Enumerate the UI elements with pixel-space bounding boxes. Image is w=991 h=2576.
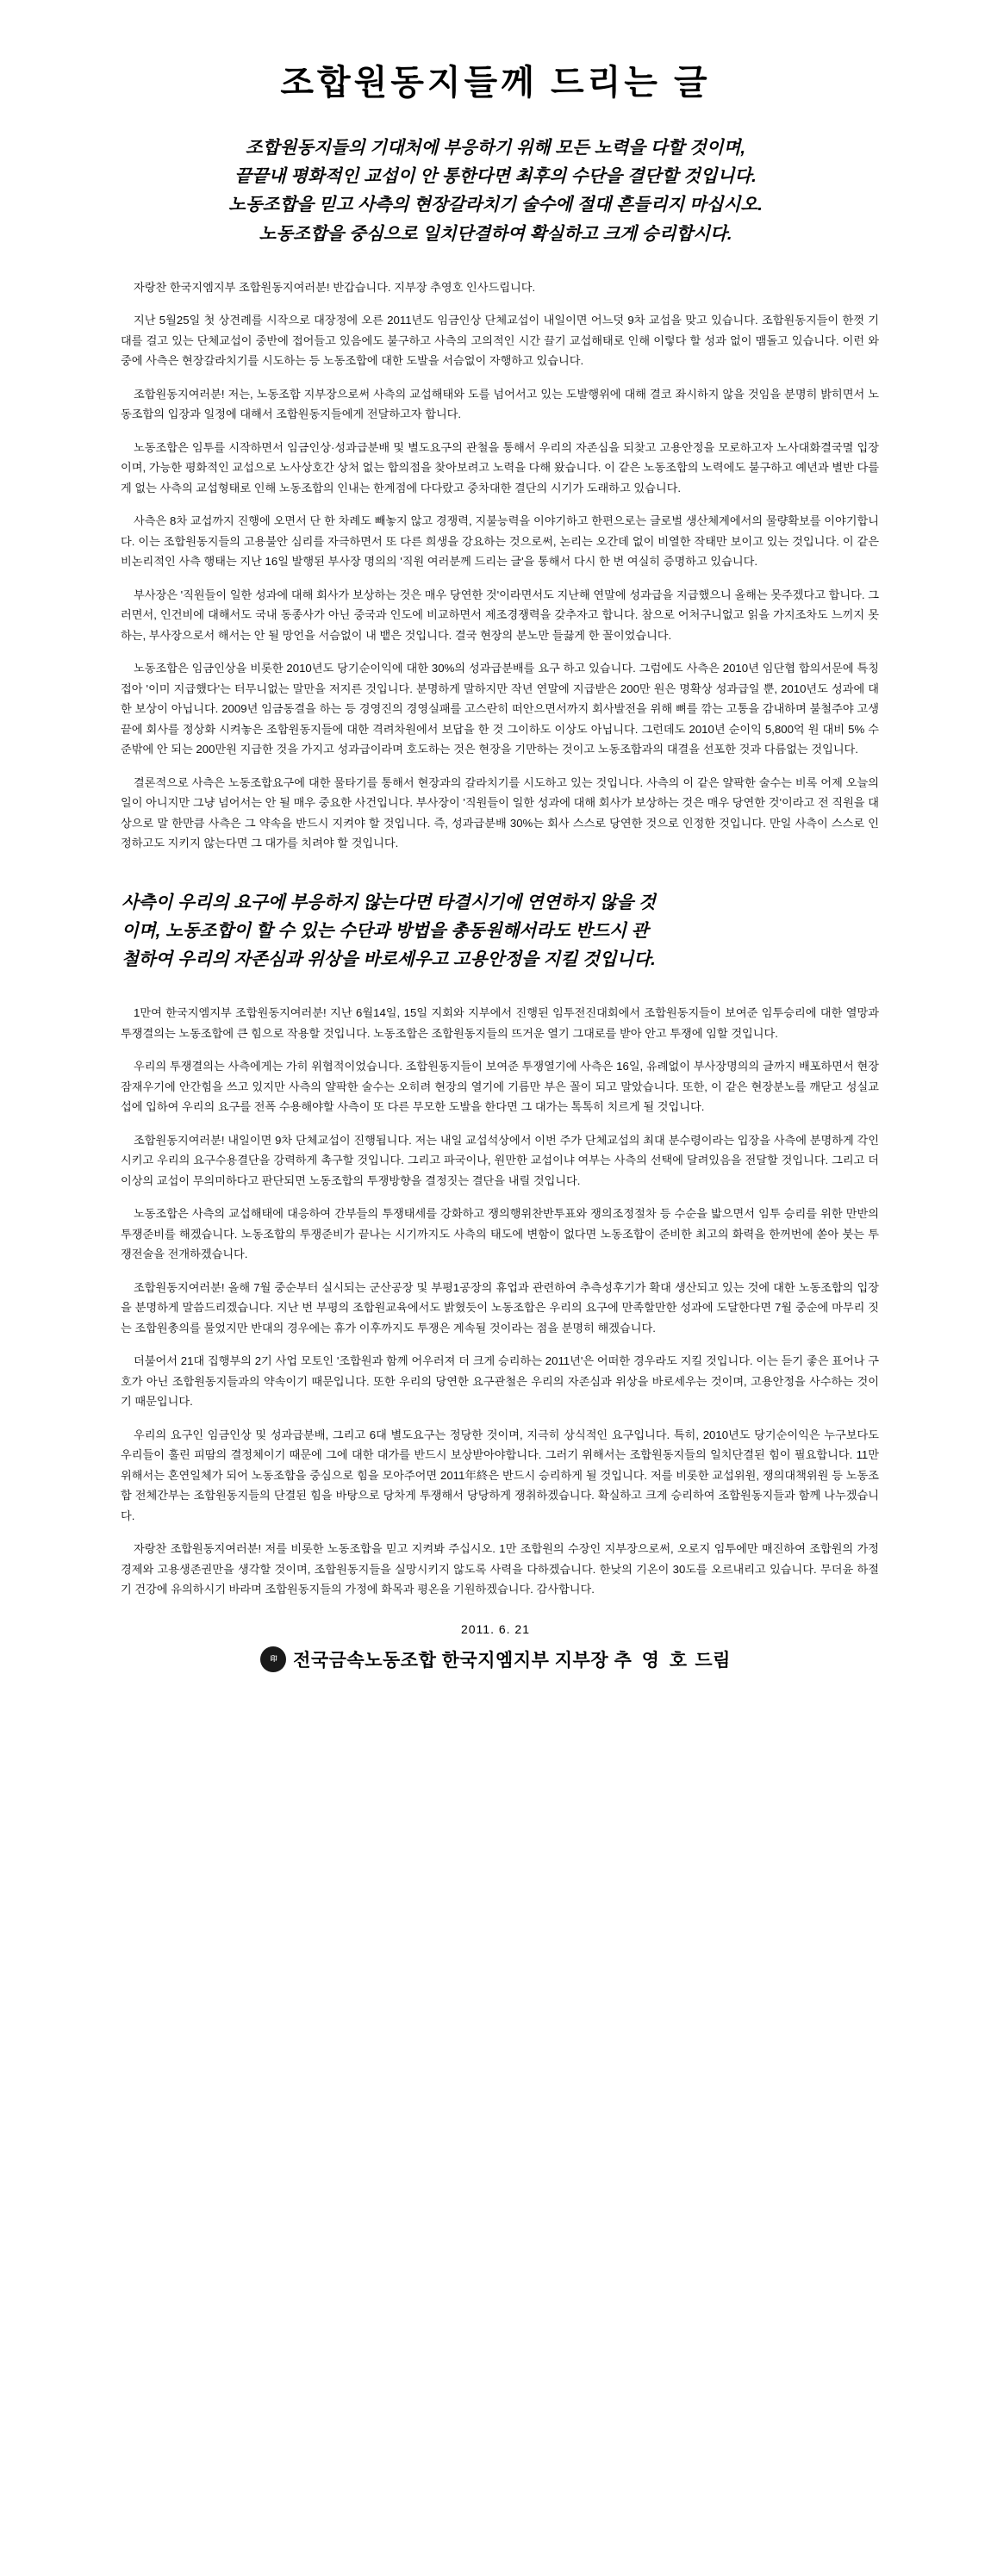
lead-statement: [138, 134, 853, 248]
paragraph: 더불어서 21대 집행부의 2기 사업 모토인 '조합원과 함께 어우러져 더 크게 승리하는 2011년'은 어떠한 경우라도 지킬 것입니다. 이는 듣기 좋은 표어나 구호가 아닌 조합원동지들과의 약속이기 때문입니다. 또한 우리의 당연한 요구관철은 우리의 자존심과 위상을 바로세우는 것이며, 고용안정을 사수하는 것이기 때문입니다.: [121, 1354, 879, 1409]
paragraph: 자랑찬 조합원동지여러분! 저를 비롯한 노동조합을 믿고 지켜봐 주십시오. 1만 조합원의 수장인 지부장으로써, 오로지 임투에만 매진하여 조합원의 가정경제와 고용생존권만을 생각할 것이며, 조합원동지들을 실망시키지 않도록 사력을 다하겠습니다. 한낮의 기온이 30도를 오르내리고 있습니다. 무더윤 하절기 건강에 유의하시기 바라며 조합원동지들의 가정에 화목과 평온을 기원하겠습니다. 감사합니다.: [121, 1542, 879, 1596]
signature-block: [47, 1646, 944, 1688]
paragraph: 노동조합은 임금인상을 비롯한 2010년도 당기순이익에 대한 30%의 성과급분배를 요구 하고 있습니다. 그럼에도 사측은 2010년 임단협 합의서문에 특칭 접아 '이미 지급했다'는 터무니없는 말만을 저지른 것입니다. 분명하게 말하지만 작년 연말에 지급받은 200만 원은 명확상 성과급일 뿐, 2010년도 성과에 대한 보상이 아닙니다. 2009년 임금동결을 하는 등 경영진의 경영실패를 고스란히 떠안으면서까지 회사발전을 위해 뼈를 깎는 고통을 감내하며 불철주야 고생 끝에 회사를 정상화 시켜놓은 조합원동지들에 대한 격려차원에서 보답을 한 것 그이하도 이상도 아닙니다. 그런데도 2010년 순이익 5,800억 원 대비 5% 수준밖에 안 되는 200만원 지급한 것을 가지고 성과급이라며 호도하는 것은 현장을 기만하는 것이고 노동조합과의 대결을 선포한 것과 다름없는 것입니다.: [121, 662, 879, 756]
body-section-top: [112, 277, 879, 854]
mid-line: 철하여 우리의 자존심과 위상을 바로세우고 고용안정을 지킬 것입니다.: [122, 949, 656, 970]
paragraph: 노동조합은 임투를 시작하면서 임금인상·성과급분배 및 별도요구의 관철을 통해서 우리의 자존심을 되찾고 고용안정을 모로하고자 노사대화결국멸 입장이며, 가능한 평화적인 교섭으로 노사상호간 상처 없는 합의점을 찾아보려고 노력을 다해 왔습니다. 이 같은 노동조합의 노력에도 불구하고 예년과 별반 다를 게 없는 사측의 교섭형태로 인해 노동조합의 인내는 한계점에 다다랐고 중차대한 결단의 시기가 도래하고 있습니다.: [121, 440, 879, 495]
lead-line: 노동조합을 믿고 사측의 현장갈라치기 술수에 절대 흔들리지 마십시오.: [228, 195, 763, 215]
seal-stamp-icon: 印: [260, 1646, 286, 1672]
paragraph: 사측은 8차 교섭까지 진행에 오면서 단 한 차례도 빼놓지 않고 경쟁력, 지불능력을 이야기하고 한편으로는 글로벌 생산체계에서의 물량확보를 이야기합니다. 이는 조합원동지들의 고용불안 심리를 자극하면서 또 다른 희생을 강요하는 것으로써, 논리는 오간데 없이 비열한 작태만 보이고 있는 것입니다. 이 같은 비논리적인 사측 행태는 지난 16일 발행된 부사장 명의의 '직원 여러분께 드리는 글'을 통해서 다시 한 번 여실히 증명하고 있습니다.: [121, 514, 879, 569]
paragraph: 노동조합은 사측의 교섭해태에 대응하여 간부들의 투쟁태세를 강화하고 쟁의행위찬반투표와 쟁의조정절차 등 수순을 밟으면서 임투 승리를 위한 만반의 투쟁준비를 해겠습니다. 노동조합의 투쟁준비가 끝나는 시기까지도 사측의 태도에 변함이 없다면 노동조합이 준비한 최고의 화력을 한꺼번에 쏟아 붓는 투쟁전술을 전개하겠습니다.: [121, 1207, 879, 1261]
paragraph: 조합원동지여러분! 저는, 노동조합 지부장으로써 사측의 교섭해태와 도를 넘어서고 있는 도발행위에 대해 결코 좌시하지 않을 것임을 분명히 밝히면서 노동조합의 입장과 일정에 대해서 조합원동지들에게 전달하고자 합니다.: [121, 387, 879, 421]
paragraph: 지난 5월25일 첫 상견례를 시작으로 대장정에 오른 2011년도 임금인상 단체교섭이 내일이면 어느덧 9차 교섭을 맞고 있습니다. 조합원동지들이 한껏 기대를 걸고 있는 단체교섭이 중반에 접어들고 있음에도 불구하고 사측의 고의적인 시간 끌기 교섭해태로 인해 이렇다 할 성과 없이 맴돌고 있습니다. 이런 와중에 사측은 현장갈라치기를 시도하는 등 노동조합에 대한 도발을 서슴없이 자행하고 있습니다.: [121, 314, 879, 368]
signature-suffix: 드림: [695, 1650, 731, 1671]
paragraph: 1만여 한국지엠지부 조합원동지여러분! 지난 6월14일, 15일 지회와 지부에서 진행된 임투전진대회에서 조합원동지들이 보여준 임투승리에 대한 열망과 투쟁결의는 노동조합에 큰 힘으로 작용할 것입니다. 노동조합은 조합원동지들의 뜨거운 열기 그대로를 받아 안고 투쟁에 임할 것입니다.: [121, 1006, 879, 1040]
page-title: 조합원동지들께 드리는 글: [280, 64, 711, 102]
signature-name: 추 영 호: [614, 1650, 689, 1671]
paragraph: 우리의 요구인 임금인상 및 성과급분배, 그리고 6대 별도요구는 정당한 것이며, 지극히 상식적인 요구입니다. 특히, 2010년도 당기순이익은 누구보다도 우리들이 훌린 피땀의 결정체이기 때문에 그에 대한 대가를 반드시 보상받아야합니다. 그러기 위해서는 조합원동지들의 일치단결된 힘이 필요합니다. 11만 위해서는 혼연일체가 되어 노동조합을 중심으로 힘을 모아주어면 2011年終은 반드시 승리하게 될 것입니다. 저를 비롯한 교섭위원, 쟁의대책위원 등 노동조합 전체간부는 조합원동지들의 단결된 힘을 바탕으로 당차게 투쟁해서 당당하게 쟁취하겠습니다. 확실하고 크게 승리하여 조합원동지들과 함께 나누겠습니다.: [121, 1428, 879, 1522]
paragraph: 부사장은 '직원들이 일한 성과에 대해 회사가 보상하는 것은 매우 당연한 것'이라면서도 지난해 연말에 성과급을 지급했으니 올해는 못주겠다고 합니다. 그러면서, 인건비에 대해서도 국내 동종사가 아닌 중국과 인도에 비교하면서 제조경쟁력을 갖추자고 합니다. 참으로 어처구니없고 읽을 가지조차도 느끼지 못하는, 부사장으로서 해서는 안 될 망언을 서슴없이 내 뱉은 것입니다. 결국 현장의 분노만 들끓게 한 꼴이었습니다.: [121, 588, 879, 642]
paragraph: 조합원동지여러분! 올해 7월 중순부터 실시되는 군산공장 및 부평1공장의 휴업과 관련하여 추측성후기가 확대 생산되고 있는 것에 대한 노동조합의 입장을 분명하게 말씀드리겠습니다. 지난 번 부평의 조합원교육에서도 밝혔듯이 노동조합은 우리의 요구에 만족할만한 성과에 도달한다면 7월 중순에 마무리 짓는 조합원총의를 물었지만 반대의 경우에는 휴가 이후까지도 투쟁은 계속될 것이라는 점을 분명히 해겠습니다.: [121, 1280, 879, 1335]
paragraph: 자랑찬 한국지엠지부 조합원동지여러분! 반갑습니다. 지부장 추영호 인사드립니다.: [134, 280, 536, 294]
mid-line: 이며, 노동조합이 할 수 있는 수단과 방법을 총동원해서라도 반드시 관: [122, 921, 649, 942]
body-section-bottom: [112, 1003, 879, 1600]
signature-text: [293, 1646, 731, 1672]
lead-line: 조합원동지들의 기대처에 부응하기 위해 모든 노력을 다할 것이며,: [245, 138, 746, 158]
document-body: [47, 55, 944, 1688]
signature-org: 전국금속노동조합 한국지엠지부 지부장: [293, 1650, 609, 1671]
lead-line: 끝끝내 평화적인 교섭이 안 통한다면 최후의 수단을 결단할 것입니다.: [234, 166, 757, 187]
paragraph: 결론적으로 사측은 노동조합요구에 대한 물타기를 통해서 현장과의 갈라치기를 시도하고 있는 것입니다. 사측의 이 같은 얄팍한 술수는 비록 어제 오늘의 일이 아니지만 그냥 넘어서는 안 될 매우 중요한 사건입니다. 부사장이 '직원들이 일한 성과에 대해 회사가 보상하는 것은 매우 당연한 것'이라고 전 직원을 대상으로 말 한만큼 사측은 그 약속을 반드시 지켜야 할 것입니다. 즉, 성과급분배 30%는 회사 스스로 당연한 것으로 인정한 것입니다. 만일 사측이 스스로 인정하고도 지키지 않는다면 그 대가를 치려야 할 것입니다.: [121, 775, 879, 850]
paragraph: 우리의 투쟁결의는 사측에게는 가히 위협적이었습니다. 조합원동지들이 보여준 투쟁열기에 사측은 16일, 유례없이 부사장명의의 글까지 배포하면서 현장 잠재우기에 안간힘을 쓰고 있지만 사측의 얄팍한 술수는 오히려 현장의 열기에 기름만 부은 꼴이 되고 말았습니다. 또한, 이 같은 현장분노를 깨닫고 성실교섭에 입하여 우리의 요구를 전폭 수용해야할 사측이 또 다른 무모한 도발을 한다면 그 대가는 톡톡히 치르게 될 것입니다.: [121, 1060, 879, 1114]
document-date: 2011. 6. 21: [460, 1621, 531, 1636]
mid-emphasis-statement: [111, 888, 880, 974]
paragraph: 조합원동지여러분! 내일이면 9차 단체교섭이 진행됩니다. 저는 내일 교섭석상에서 이번 주가 단체교섭의 최대 분수령이라는 입장을 사측에 분명하게 각인시키고 우리의 요구수용결단을 강력하게 촉구할 것입니다. 그리고 파국이나, 원만한 교섭이냐 여부는 사측의 선택에 달려있음을 전달할 것입니다. 그리고 더 이상의 교섭이 무의미하다고 판단되면 노동조합의 투쟁방향을 결정짓는 결단을 내릴 것입니다.: [121, 1133, 879, 1187]
lead-line: 노동조합을 중심으로 일치단결하여 확실하고 크게 승리합시다.: [259, 223, 732, 244]
mid-line: 사측이 우리의 요구에 부응하지 않는다면 타결시기에 연연하지 않을 것: [122, 892, 656, 912]
